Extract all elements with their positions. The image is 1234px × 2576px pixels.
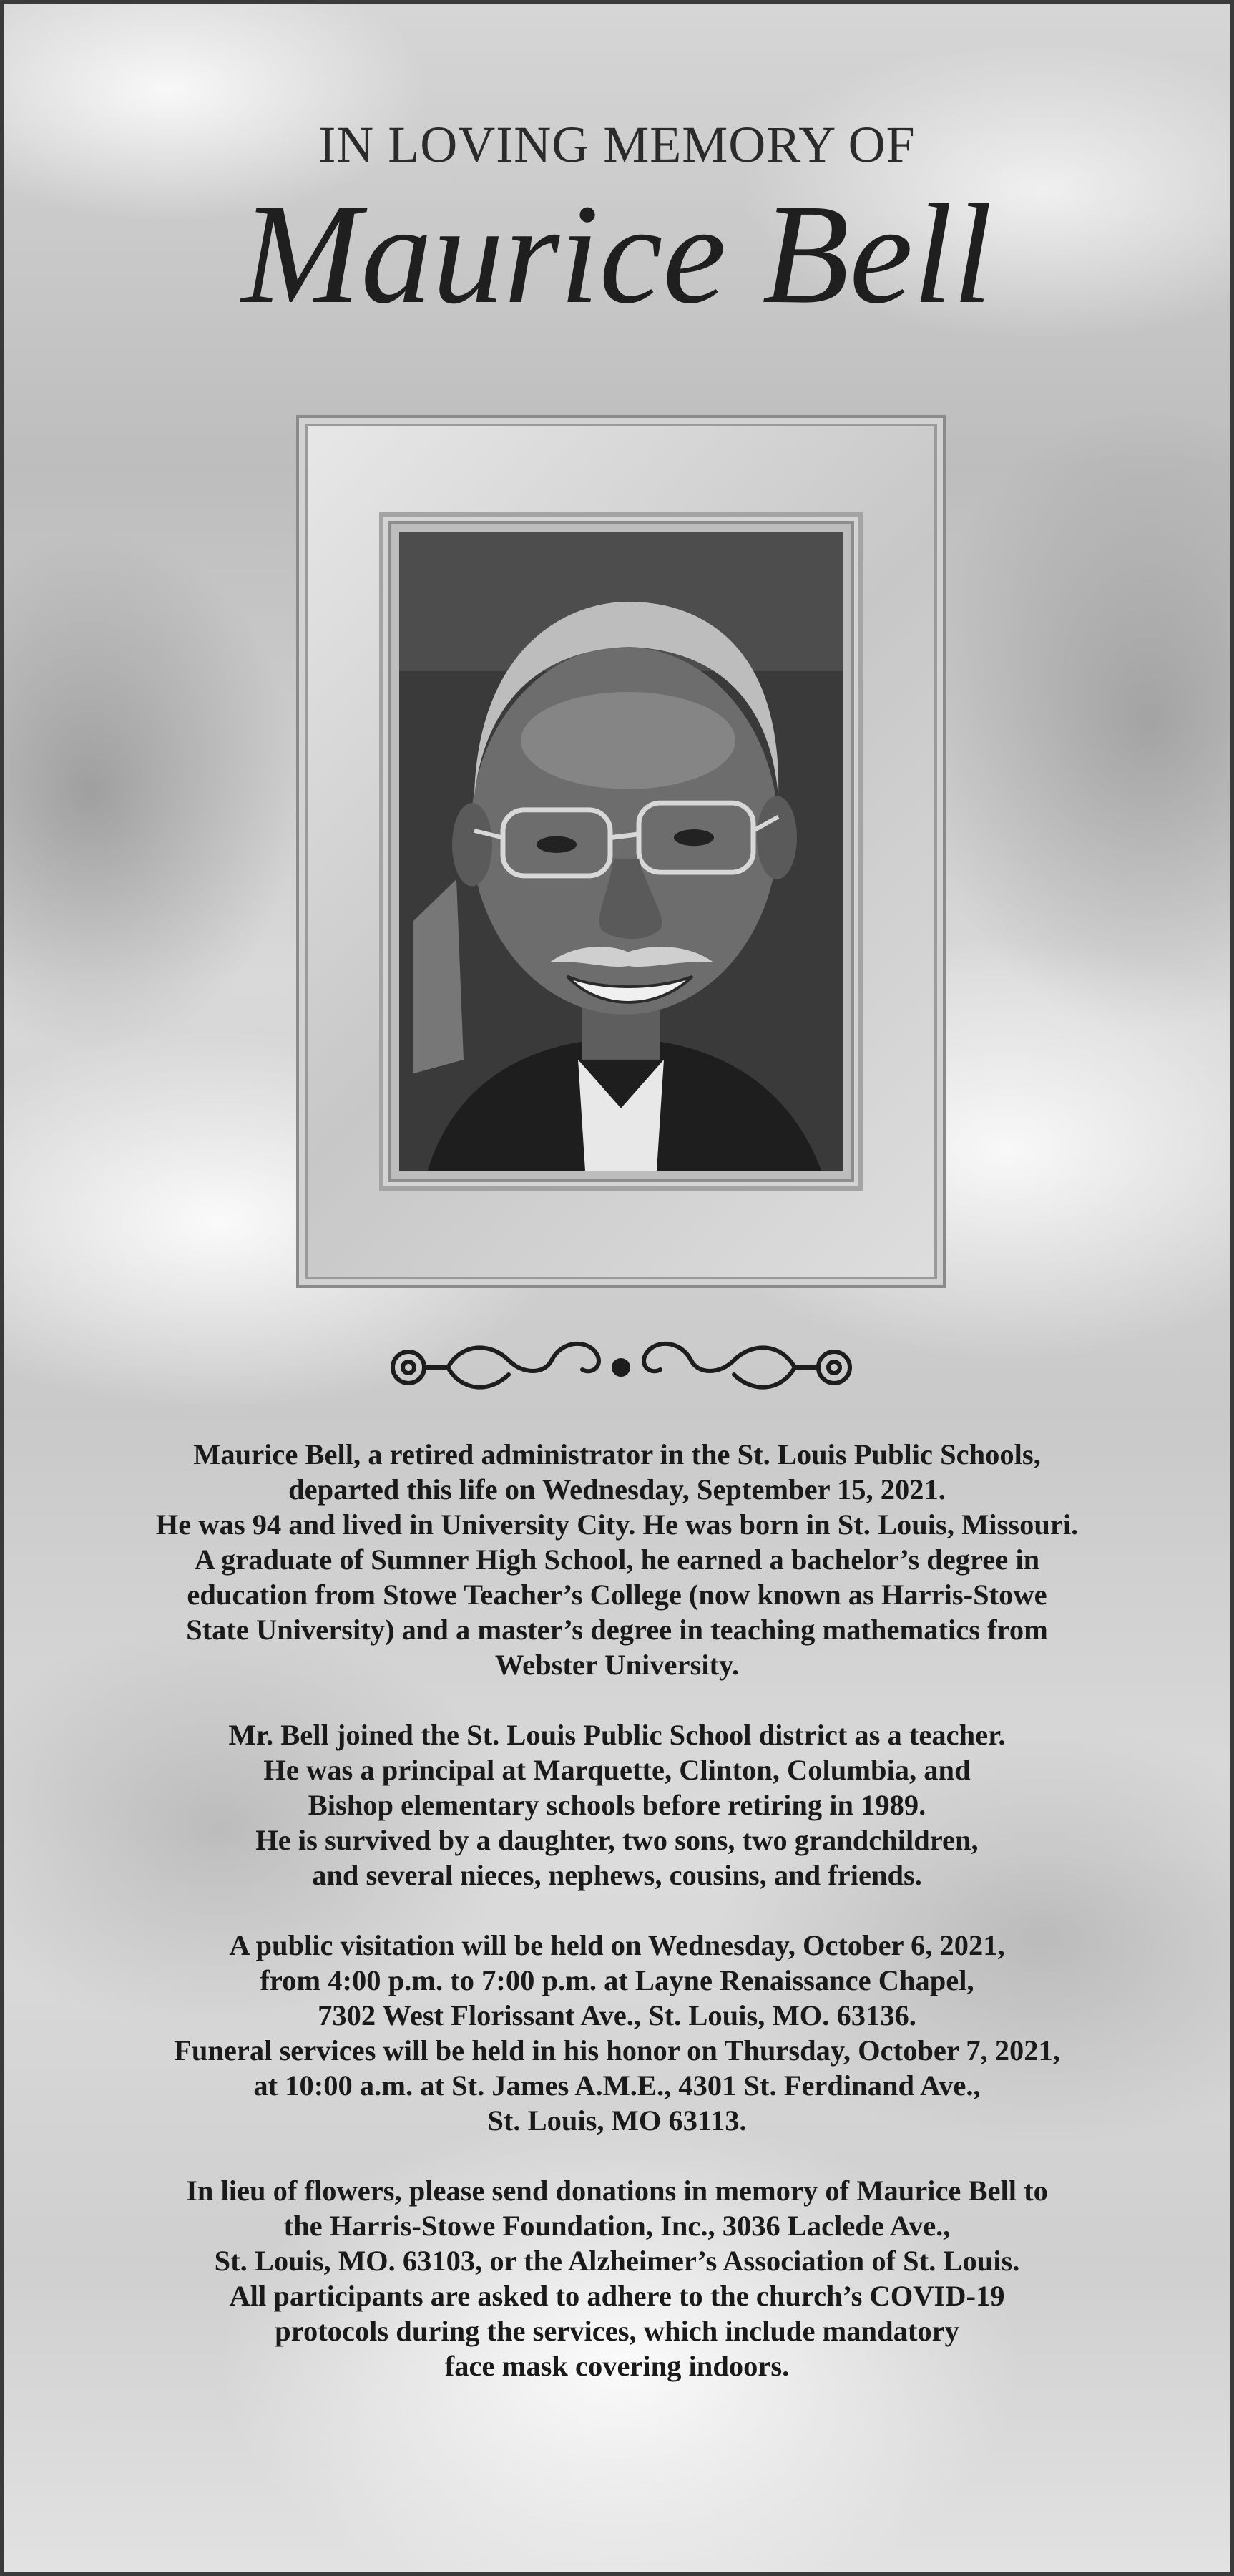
text-line: He is survived by a daughter, two sons, two grandchildren, [255,1824,979,1856]
text-line: A public visitation will be held on Wednesday, October 6, 2021, [229,1929,1005,1961]
obituary-paragraph [26,1437,1208,1682]
text-line: Webster University. [494,1649,740,1681]
text-line: at 10:00 a.m. at St. James A.M.E., 4301 St. Ferdinand Ave., [253,2069,981,2102]
text-line: Maurice Bell, a retired administrator in the St. Louis Public Schools, [193,1438,1041,1470]
flourish-divider-icon [383,1335,859,1400]
obituary-paragraph [26,1928,1208,2138]
text-line: In lieu of flowers, please send donations in memory of Maurice Bell to [186,2175,1048,2207]
deceased-name: Maurice Bell [241,175,993,333]
text-line: protocols during the services, which include mandatory [275,2315,959,2347]
text-line: the Harris-Stowe Foundation, Inc., 3036 Laclede Ave., [283,2210,951,2242]
text-line: He was 94 and lived in University City. He was born in St. Louis, Missouri. [155,1508,1079,1541]
text-line: State University) and a master’s degree in teaching mathematics from [186,1614,1048,1646]
obituary-text [26,1437,1208,2384]
memorial-heading: IN LOVING MEMORY OF [318,116,916,173]
text-line: All participants are asked to adhere to the church’s COVID-19 [229,2280,1005,2312]
text-line: Funeral services will be held in his honor on Thursday, October 7, 2021, [174,2034,1060,2067]
text-line: Mr. Bell joined the St. Louis Public School district as a teacher. [228,1719,1006,1751]
text-line: departed this life on Wednesday, September 15, 2021. [288,1473,946,1506]
text-line: face mask covering indoors. [444,2350,790,2382]
text-line: He was a principal at Marquette, Clinton, Columbia, and [263,1754,971,1786]
portrait-illustration [399,532,843,1171]
text-line: St. Louis, MO 63113. [487,2104,747,2137]
frame-inner-bevel [379,512,863,1191]
portrait-photo [399,532,843,1171]
obituary-paragraph [26,1717,1208,1893]
text-line: St. Louis, MO. 63103, or the Alzheimer’s Association of St. Louis. [214,2245,1020,2277]
text-line: from 4:00 p.m. to 7:00 p.m. at Layne Renaissance Chapel, [260,1964,974,1996]
obituary-paragraph [26,2173,1208,2384]
text-line: Bishop elementary schools before retiring in 1989. [308,1789,926,1821]
text-line: education from Stowe Teacher’s College (now known as Harris-Stowe [187,1579,1047,1611]
text-line: 7302 West Florissant Ave., St. Louis, MO. 63136. [318,1999,916,2031]
text-line: A graduate of Sumner High School, he earned a bachelor’s degree in [194,1543,1040,1576]
picture-frame [296,415,946,1288]
text-line: and several nieces, nephews, cousins, and friends. [312,1859,922,1891]
